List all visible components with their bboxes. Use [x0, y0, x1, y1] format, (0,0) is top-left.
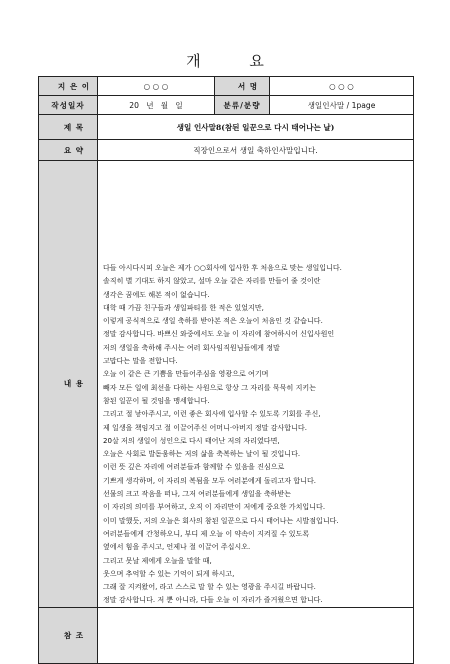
content-line: 이런 뜻 깊은 자리에 여러분들과 함께할 수 있음을 진심으로 — [103, 462, 285, 472]
reader-value: ○ ○ ○ — [270, 77, 414, 96]
content-line: 이렇게 공식적으로 생일 축하를 받아본 적은 오늘이 처음인 것 같습니다. — [103, 316, 323, 326]
content-line: 제 일생을 책임지고 절 이끌어주신 어머니·아버지 정말 감사합니다. — [103, 422, 307, 432]
author-value: ○ ○ ○ — [98, 77, 215, 96]
summary-label: 요 약 — [39, 140, 98, 161]
summary-value: 직장인으로서 생일 축하인사말입니다. — [98, 140, 414, 161]
content-line: 기쁘게 생각하며, 이 자리의 복됨을 모두 여러분에게 돌리고자 합니다. — [103, 475, 317, 485]
date-value: 20 년 월 일 — [98, 96, 215, 115]
content-label: 내 용 — [39, 161, 98, 608]
notes-label: 참 조 — [39, 607, 98, 663]
content-line: 다들 아시다시피 오늘은 제가 ○○회사에 입사한 후 처음으로 맞는 생일입니다. — [103, 263, 342, 272]
content-line: 옆에서 힘을 주시고, 언제나 절 이끌어 주십시오. — [103, 542, 251, 552]
content-line: 생각은 꿈에도 해본 적이 없습니다. — [103, 289, 210, 299]
document-title: 개 요 — [186, 52, 286, 70]
content-line: 대학 때 가끔 친구들과 생일파티를 한 적은 있었지만, — [103, 302, 264, 312]
summary-form-table — [38, 76, 414, 664]
content-line: 그리고 못날 제에게 오늘을 말할 때, — [103, 555, 212, 565]
content-line: 웃으며 추억할 수 있는 기억이 되게 하시고, — [103, 568, 235, 578]
content-line: 여러분들에게 간청하오니, 부디 제 오늘 이 약속이 지켜질 수 있도록 — [103, 528, 310, 538]
category-value: 생일인사말 / 1page — [270, 96, 414, 115]
content-line: 빼자 모든 일에 최선을 다하는 사원으로 항상 그 자리를 묵묵히 지키는 — [103, 382, 317, 392]
content-line: 정말 감사합니다. 저 뿐 아니라, 다들 오늘 이 자리가 즐거웠으면 합니다. — [103, 595, 323, 605]
reader-label: 서 명 — [215, 77, 270, 96]
content-line: 20살 저의 생일이 성인으로 다시 태어난 저의 자리였다면, — [103, 435, 280, 445]
content-line: 참된 일꾼이 될 것임을 맹세합니다. — [103, 395, 210, 405]
content-line: 저의 생일을 축하해 주시는 여러 회사임직원님들에게 정말 — [103, 342, 280, 352]
content-line: 정말 감사합니다. 바쁘신 와중에서도 오늘 이 자리에 참여하시어 신입사원인 — [103, 329, 335, 339]
content-line: 오늘은 사회로 발돋움하는 저의 삶을 축복하는 날이 될 것입니다. — [103, 449, 301, 459]
date-label: 작성일자 — [39, 96, 98, 115]
subject-value: 생일 인사말8(참된 일꾼으로 다시 태어나는 날) — [98, 115, 414, 140]
author-label: 지 은 이 — [39, 77, 98, 96]
subject-label: 제 목 — [39, 115, 98, 140]
content-line: 선물의 크고 작음을 떠나, 그저 여러분들에게 생일을 축하받는 — [103, 489, 292, 499]
content-line: 이 자리의 의미를 부여하고, 오직 이 자리만이 저에게 중요한 가치입니다. — [103, 502, 326, 512]
content-line: 그리고 절 낳아주시고, 이런 좋은 회사에 입사할 수 있도록 기회를 주신, — [103, 409, 321, 419]
content-line: 그래 잘 지켜왔어, 라고 스스로 말 할 수 있는 영광을 주시길 바랍니다. — [103, 582, 316, 592]
content-line: 이미 말했듯, 저의 오늘은 회사의 참된 일꾼으로 다시 태어나는 시발점입니다. — [103, 515, 339, 525]
content-line: 고맙다는 말을 전합니다. — [103, 356, 178, 366]
content-line: 솔직히 별 기대도 하지 않았고, 설마 오늘 같은 자리를 만들어 줄 것이란 — [103, 276, 321, 286]
notes-value — [98, 607, 414, 663]
content-text — [98, 161, 413, 607]
content-line: 오늘 이 같은 큰 기쁨을 만들어주심을 영광으로 여기며 — [103, 369, 269, 379]
category-label: 분류/분량 — [215, 96, 270, 115]
content-body — [98, 161, 414, 608]
